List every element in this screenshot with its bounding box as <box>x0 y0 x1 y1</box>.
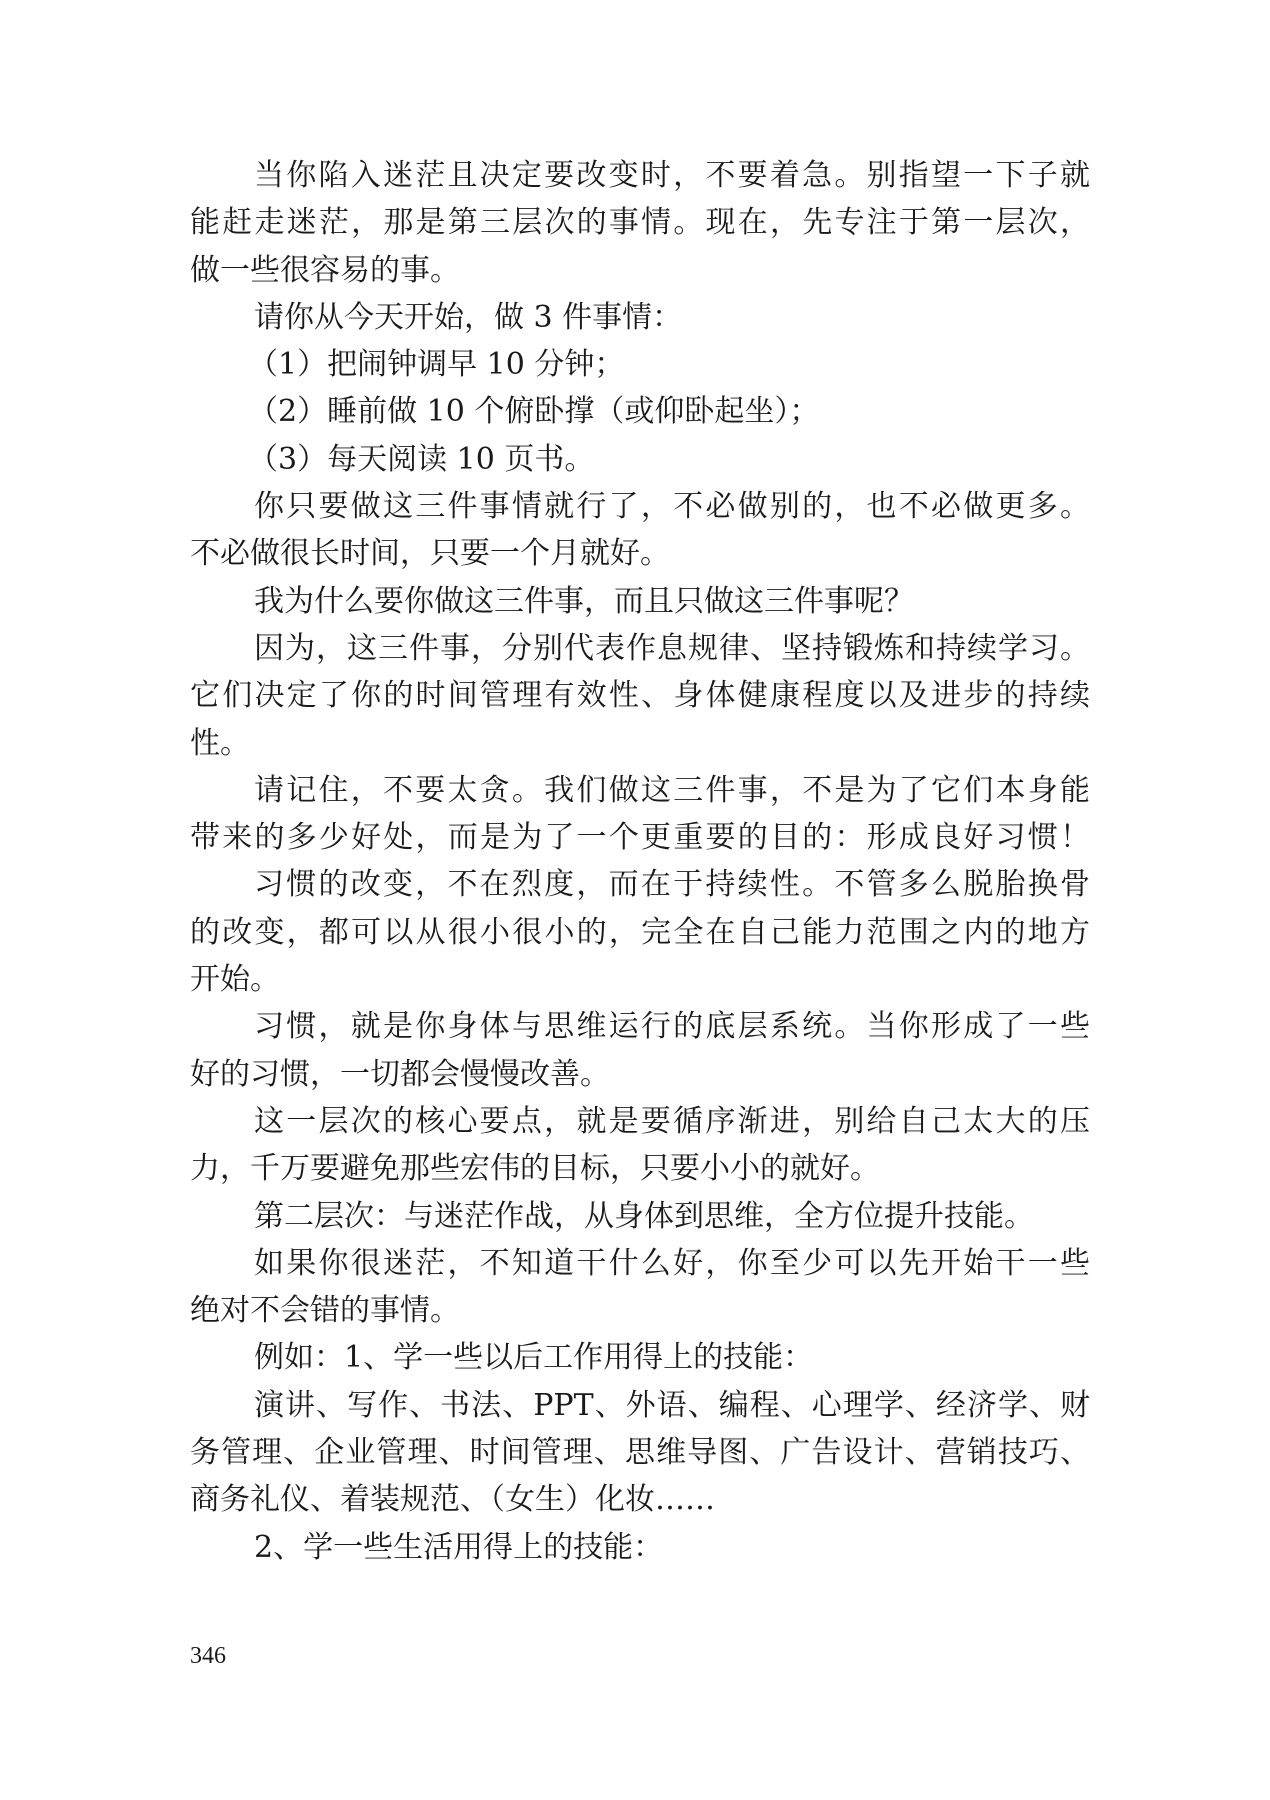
list-item: （3）每天阅读 10 页书。 <box>248 441 595 477</box>
page-body-text <box>190 152 1090 1571</box>
text-line: 不必做很长时间，只要一个月就好。 <box>190 536 670 572</box>
text-line: 如果你很迷茫，不知道干什么好，你至少可以先开始干一些 <box>254 1245 1090 1281</box>
text-line: 好的习惯，一切都会慢慢改善。 <box>190 1056 610 1092</box>
text-line: 习惯的改变，不在烈度，而在于持续性。不管多么脱胎换骨 <box>254 867 1090 903</box>
text-line: 带来的多少好处，而是为了一个更重要的目的：形成良好习惯！ <box>190 820 1090 856</box>
text-line: 开始。 <box>190 962 280 998</box>
text-line: 绝对不会错的事情。 <box>190 1293 460 1329</box>
text-line: 它们决定了你的时间管理有效性、身体健康程度以及进步的持续 <box>190 678 1090 714</box>
text-line: 性。 <box>190 725 250 761</box>
text-line: 请记住，不要太贪。我们做这三件事，不是为了它们本身能 <box>254 772 1090 808</box>
text-line: 你只要做这三件事情就行了，不必做别的，也不必做更多。 <box>254 489 1090 525</box>
text-line: 务管理、企业管理、时间管理、思维导图、广告设计、营销技巧、 <box>190 1435 1090 1471</box>
text-line: 我为什么要你做这三件事，而且只做这三件事呢？ <box>254 583 914 619</box>
text-line: 商务礼仪、着装规范、（女生）化妆…… <box>190 1482 715 1518</box>
text-line: 请你从今天开始，做 3 件事情： <box>254 299 683 335</box>
list-item: （2）睡前做 10 个俯卧撑（或仰卧起坐）； <box>248 394 820 430</box>
text-line: 因为，这三件事，分别代表作息规律、坚持锻炼和持续学习。 <box>254 630 1090 666</box>
text-line: 力，千万要避免那些宏伟的目标，只要小小的就好。 <box>190 1151 880 1187</box>
text-line: 习惯，就是你身体与思维运行的底层系统。当你形成了一些 <box>254 1009 1090 1045</box>
text-line: 例如：1、学一些以后工作用得上的技能： <box>254 1340 814 1376</box>
text-line: 能赶走迷茫，那是第三层次的事情。现在，先专注于第一层次， <box>190 205 1090 241</box>
text-line: 2、学一些生活用得上的技能： <box>254 1529 664 1565</box>
page-number: 346 <box>190 1643 226 1669</box>
text-line: 做一些很容易的事。 <box>190 252 460 288</box>
list-item: （1）把闹钟调早 10 分钟； <box>248 347 625 383</box>
text-line: 这一层次的核心要点，就是要循序渐进，别给自己太大的压 <box>254 1103 1090 1139</box>
text-line: 当你陷入迷茫且决定要改变时，不要着急。别指望一下子就 <box>254 158 1090 193</box>
text-line: 的改变，都可以从很小很小的，完全在自己能力范围之内的地方 <box>190 914 1090 950</box>
text-line: 演讲、写作、书法、PPT、外语、编程、心理学、经济学、财 <box>254 1387 1090 1423</box>
text-line: 第二层次：与迷茫作战，从身体到思维，全方位提升技能。 <box>254 1198 1034 1234</box>
